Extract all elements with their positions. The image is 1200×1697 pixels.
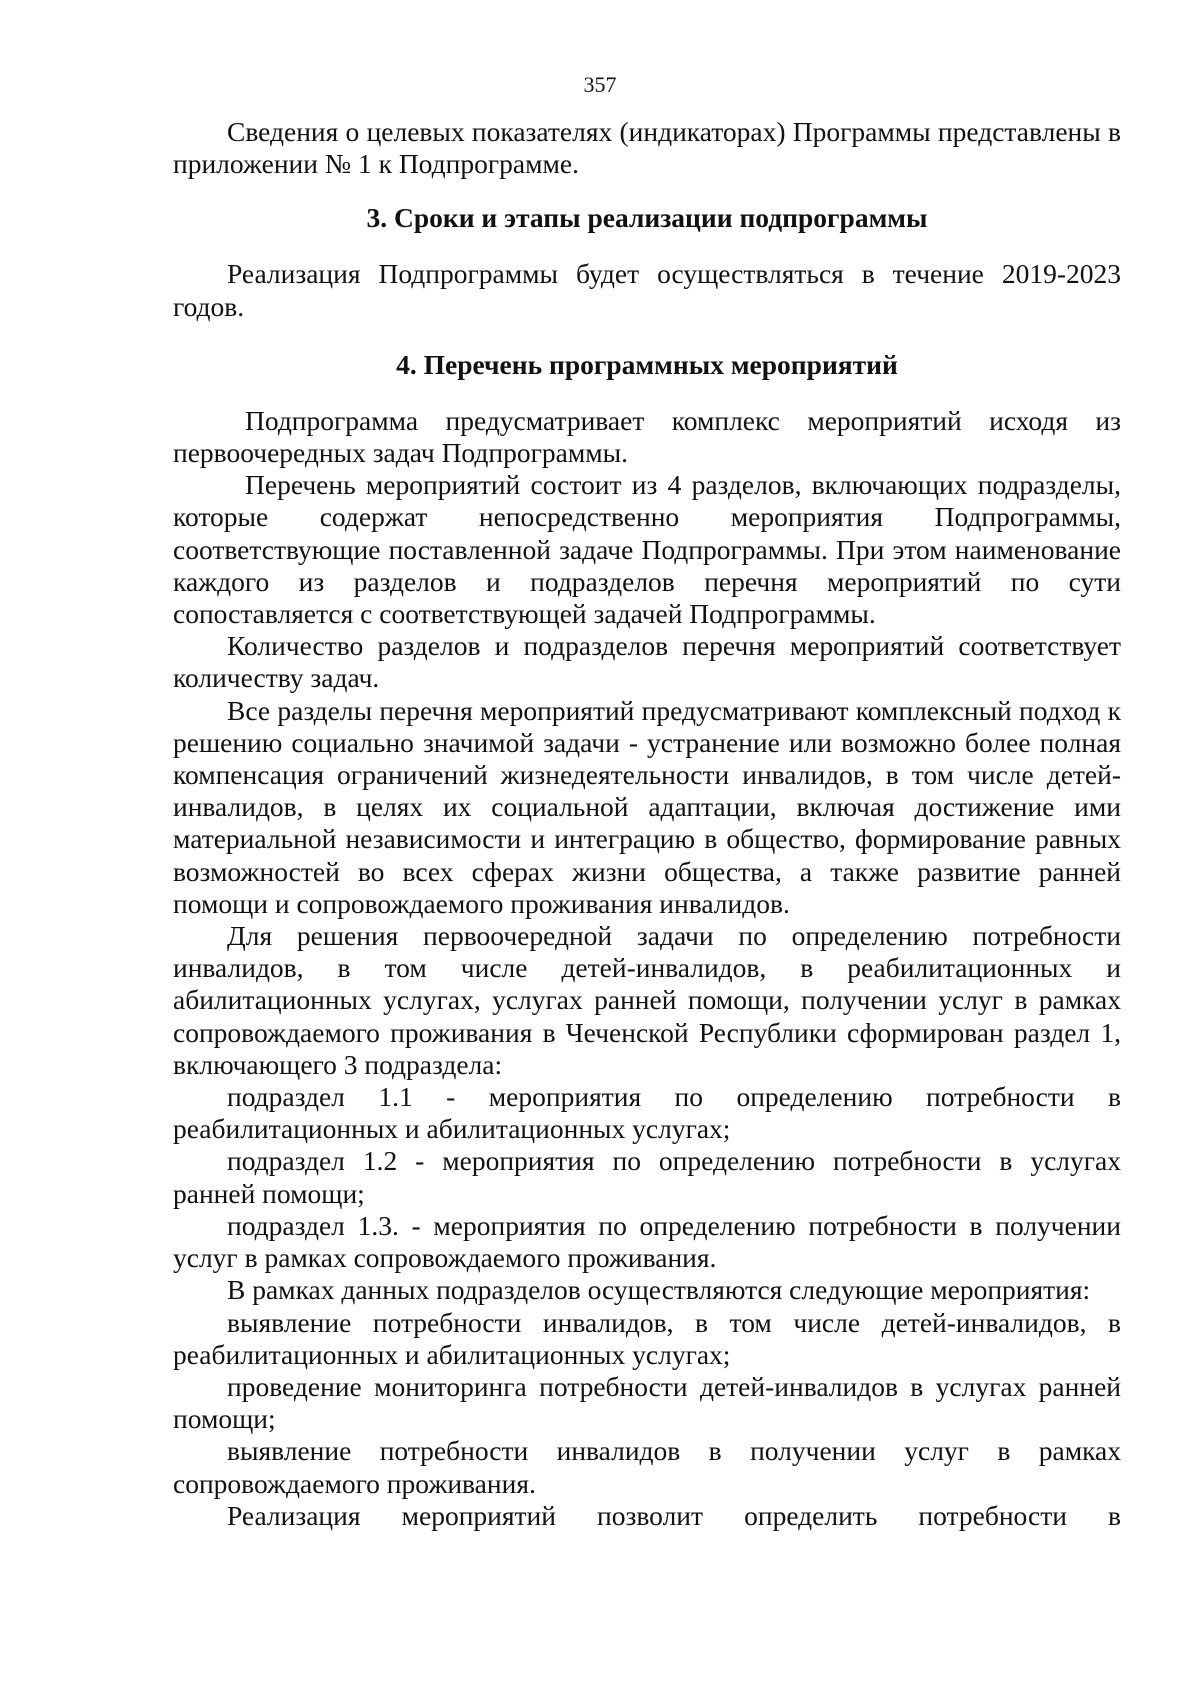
intro-paragraph: Сведения о целевых показателях (индикаторах) Программы представлены в приложении № 1 к Подпрограмме. [173, 116, 1121, 180]
section-4-paragraph: Реализация мероприятий позволит определить потребности в [227, 1499, 1121, 1531]
section-4-paragraph: Перечень мероприятий состоит из 4 разделов, включающих подразделы, которые содержат непосредственно мероприятия Подпрограммы, соответствующие поставленной задаче Подпрограммы. При этом наименование каждого из разделов и подразделов перечня мероприятий по сути сопоставляется с соответствующей задачей Подпрограммы. [173, 469, 1121, 630]
section-4-paragraph: Все разделы перечня мероприятий предусматривают комплексный подход к решению социально значимой задачи - устранение или возможно более полная компенсация ограничений жизнедеятельности инвалидов, в том числе детей-инвалидов, в целях их социальной адаптации, включая достижение ими материальной независимости и интеграцию в общество, формирование равных возможностей во всех сферах жизни общества, а также развитие ранней помощи и сопровождаемого проживания инвалидов. [173, 694, 1121, 919]
subsection-item: подраздел 1.3. - мероприятия по определению потребности в получении услуг в рамках сопровождаемого проживания. [173, 1209, 1121, 1274]
subsection-item: подраздел 1.1 - мероприятия по определению потребности в реабилитационных и абилитационных услугах; [173, 1081, 1121, 1145]
document-body [173, 116, 1121, 1532]
activity-item: проведение мониторинга потребности детей-инвалидов в услугах ранней помощи; [173, 1370, 1121, 1435]
activity-item: выявление потребности инвалидов, в том числе детей-инвалидов, в реабилитационных и абилитационных услугах; [173, 1306, 1121, 1370]
section-4-paragraph: В рамках данных подразделов осуществляются следующие мероприятия: [227, 1274, 1091, 1306]
section-4-paragraph: Для решения первоочередной задачи по определению потребности инвалидов, в том числе детей-инвалидов, в реабилитационных и абилитационных услугах, услугах ранней помощи, получении услуг в рамках сопровождаемого проживания в Чеченской Республики сформирован раздел 1, включающего 3 подраздела: [173, 920, 1121, 1080]
section-3-heading: 3. Сроки и этапы реализации подпрограммы [366, 202, 928, 234]
subsection-item: подраздел 1.2 - мероприятия по определению потребности в услугах ранней помощи; [173, 1145, 1121, 1209]
page-number: 357 [583, 72, 617, 97]
section-4-heading: 4. Перечень программных мероприятий [396, 348, 898, 380]
section-4-paragraph: Подпрограмма предусматривает комплекс мероприятий исходя из первоочередных задач Подпрограммы. [173, 404, 1121, 469]
section-4-paragraph: Количество разделов и подразделов перечня мероприятий соответствует количеству задач. [173, 630, 1121, 694]
section-3-paragraph: Реализация Подпрограммы будет осуществляться в течение 2019-2023 годов. [173, 258, 1121, 322]
activity-item: выявление потребности инвалидов в получении услуг в рамках сопровождаемого проживания. [173, 1435, 1121, 1499]
